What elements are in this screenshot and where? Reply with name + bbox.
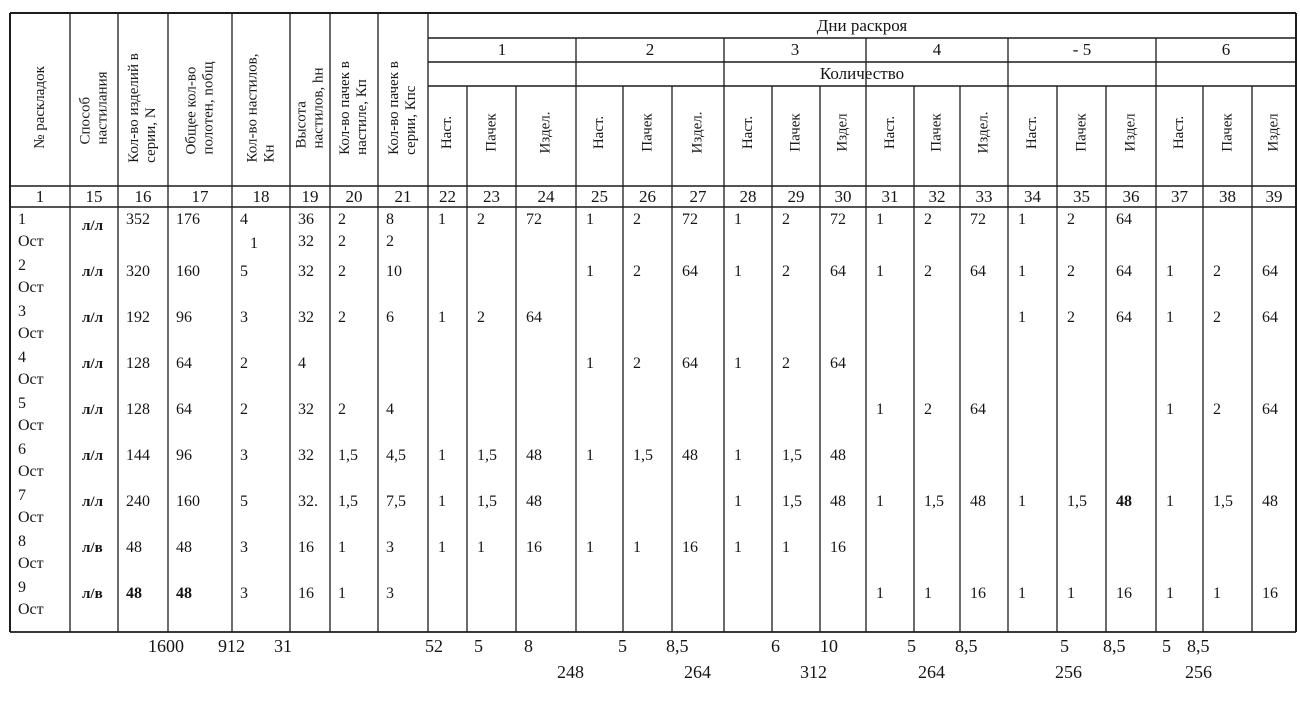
column-header-line: Общее кол-во — [183, 66, 200, 155]
day-total: 8,5 — [1187, 636, 1210, 656]
day-value: 1 — [1166, 263, 1174, 280]
row-value: 3 — [240, 309, 248, 326]
row-value: 6 — [386, 309, 394, 326]
day-total: 5 — [618, 636, 627, 656]
column-header-line: Кол-во пачек в — [336, 60, 353, 155]
day-value: 2 — [477, 211, 485, 228]
row-number: 7 — [18, 487, 26, 504]
day-value: 2 — [924, 263, 932, 280]
day-value: 72 — [682, 211, 698, 228]
column-header-line: Способ — [77, 96, 94, 145]
column-header-line: серии, Кпс — [402, 85, 419, 155]
row-value: 160 — [176, 493, 200, 510]
row-value: 2 — [240, 355, 248, 372]
column-number: 38 — [1219, 186, 1236, 206]
row-method: л/л — [82, 218, 103, 234]
subcolumn-header: Пачек — [928, 112, 945, 152]
day-value: 1 — [876, 493, 884, 510]
day-value: 1 — [438, 447, 446, 464]
subcolumn-header: Издел. — [975, 110, 992, 154]
subcolumn-header: Пачек — [787, 112, 804, 152]
day-value: 1,5 — [1213, 493, 1233, 510]
column-number: 31 — [881, 186, 899, 206]
day-value: 1 — [876, 585, 884, 602]
day-value: 2 — [782, 211, 790, 228]
day-total: 8,5 — [666, 636, 689, 656]
day-value: 48 — [1116, 493, 1132, 510]
day-items-total: 264 — [684, 662, 711, 682]
column-header-line: Кол-во изделий в — [125, 52, 142, 163]
day-value: 16 — [970, 585, 986, 602]
day-items-total: 248 — [557, 662, 584, 682]
column-header-line: № раскладок — [31, 66, 48, 149]
day-value: 1 — [876, 401, 884, 418]
day-value: 16 — [830, 539, 846, 556]
day-total: 5 — [474, 636, 483, 656]
day-value: 1,5 — [477, 493, 497, 510]
column-number: 22 — [439, 186, 456, 206]
day-value: 2 — [1067, 309, 1075, 326]
row-ost-label: Ост — [18, 417, 44, 434]
day-items-total: 264 — [918, 662, 945, 682]
row-value: 64 — [176, 355, 192, 372]
day-label: 4 — [932, 40, 942, 59]
column-number: 26 — [639, 186, 656, 206]
day-value: 1 — [876, 263, 884, 280]
row-value: 4,5 — [386, 447, 406, 464]
day-value: 1 — [1067, 585, 1075, 602]
row-value: 3 — [240, 447, 248, 464]
day-value: 1 — [734, 447, 742, 464]
row-value: 4 — [240, 211, 248, 228]
day-value: 72 — [526, 211, 542, 228]
day-value: 64 — [1262, 401, 1278, 418]
day-value: 2 — [477, 309, 485, 326]
subcolumn-header: Наст. — [439, 115, 456, 149]
day-value: 48 — [526, 447, 542, 464]
column-number: 34 — [1024, 186, 1041, 206]
column-number: 19 — [301, 186, 319, 206]
row-ost-label: Ост — [18, 601, 44, 618]
subcolumn-header: Пачек — [1219, 112, 1236, 152]
day-value: 1 — [438, 309, 446, 326]
row-value: 96 — [176, 309, 192, 326]
day-value: 48 — [830, 447, 846, 464]
column-header-vertical — [386, 61, 420, 155]
total-spreads: 31 — [274, 636, 292, 656]
subcolumn-header: Пачек — [1073, 112, 1090, 152]
column-header-vertical — [183, 61, 217, 154]
subcolumn-header: Пачек — [639, 112, 656, 152]
column-number: 21 — [394, 186, 412, 206]
day-value: 2 — [1213, 309, 1221, 326]
day-value: 1 — [1166, 585, 1174, 602]
row-value: 36 — [298, 211, 314, 228]
column-number: 28 — [739, 186, 757, 206]
day-value: 1 — [477, 539, 485, 556]
row-value: 128 — [126, 401, 150, 418]
day-value: 64 — [970, 263, 986, 280]
day-value: 64 — [830, 263, 846, 280]
day-value: 1 — [586, 355, 594, 372]
day-value: 2 — [1213, 263, 1221, 280]
row-value: 32 — [298, 309, 314, 326]
subcolumn-header: Издел — [1122, 112, 1139, 152]
column-number: 18 — [252, 186, 270, 206]
row-value: 5 — [240, 493, 248, 510]
day-value: 64 — [526, 309, 542, 326]
day-value: 64 — [1116, 263, 1132, 280]
column-header-vertical — [77, 71, 111, 144]
row-value: 3 — [386, 585, 394, 602]
day-value: 1 — [1018, 309, 1026, 326]
day-value: 2 — [924, 211, 932, 228]
total-items: 1600 — [148, 636, 184, 656]
day-value: 1 — [586, 539, 594, 556]
column-header-line: полотен, nобщ — [200, 60, 217, 155]
day-value: 1 — [876, 211, 884, 228]
column-header-vertical — [31, 66, 48, 149]
day-value: 1 — [924, 585, 932, 602]
day-value: 64 — [970, 401, 986, 418]
row-value: 10 — [386, 263, 402, 280]
row-ost-label: Ост — [18, 555, 44, 572]
subcolumn-header: Наст. — [739, 115, 756, 149]
day-value: 1 — [438, 211, 446, 228]
day-total: 8 — [524, 636, 533, 656]
day-value: 2 — [633, 211, 641, 228]
day-items-total: 312 — [800, 662, 827, 682]
day-value: 64 — [830, 355, 846, 372]
day-total: 6 — [771, 636, 780, 656]
day-value: 2 — [782, 355, 790, 372]
day-value: 1 — [586, 263, 594, 280]
column-header-line: Кол-во настилов, — [244, 52, 261, 163]
day-value: 1 — [734, 263, 742, 280]
row-value: 7,5 — [386, 493, 406, 510]
day-value: 48 — [526, 493, 542, 510]
day-value: 1 — [1166, 309, 1174, 326]
day-value: 1 — [586, 211, 594, 228]
row-value: 32. — [298, 493, 318, 510]
column-number: 37 — [1171, 186, 1188, 206]
row-value: 32 — [298, 447, 314, 464]
day-value: 1 — [1018, 263, 1026, 280]
day-value: 2 — [1067, 211, 1075, 228]
day-value: 72 — [830, 211, 846, 228]
column-number: 30 — [834, 186, 852, 206]
day-value: 1 — [1018, 493, 1026, 510]
subcolumn-header: Наст. — [881, 115, 898, 149]
day-value: 1 — [734, 211, 742, 228]
column-header-line: Кол-во пачек в — [385, 60, 402, 155]
row-value: 96 — [176, 447, 192, 464]
day-value: 48 — [970, 493, 986, 510]
day-value: 1 — [1166, 401, 1174, 418]
column-number: 27 — [689, 186, 707, 206]
day-value: 16 — [1262, 585, 1278, 602]
row-method: л/л — [82, 448, 103, 464]
day-value: 48 — [1262, 493, 1278, 510]
day-value: 1 — [438, 493, 446, 510]
column-number: 23 — [483, 186, 500, 206]
row-value: 1 — [338, 539, 346, 556]
row-method: л/в — [82, 540, 103, 556]
day-value: 1,5 — [477, 447, 497, 464]
subcolumn-header: Издел — [834, 112, 851, 152]
row-value: 352 — [126, 211, 150, 228]
day-value: 1,5 — [782, 447, 802, 464]
row-value-ost: 2 — [386, 233, 394, 250]
day-value: 2 — [633, 263, 641, 280]
day-label: 2 — [645, 40, 655, 59]
row-method: л/л — [82, 494, 103, 510]
day-label: 1 — [497, 40, 507, 59]
day-value: 16 — [682, 539, 698, 556]
day-value: 1 — [734, 539, 742, 556]
row-value: 5 — [240, 263, 248, 280]
column-number: 33 — [975, 186, 993, 206]
day-value: 1 — [1018, 585, 1026, 602]
column-header-line: настилов, hн — [310, 66, 327, 149]
day-value: 1,5 — [924, 493, 944, 510]
row-value: 3 — [240, 585, 248, 602]
day-value: 64 — [1262, 309, 1278, 326]
row-value: 16 — [298, 585, 314, 602]
column-number: 16 — [134, 186, 152, 206]
quantity-title: Количество — [819, 64, 905, 83]
row-value: 2 — [338, 263, 346, 280]
day-value: 1,5 — [782, 493, 802, 510]
row-method: л/л — [82, 402, 103, 418]
row-value: 144 — [126, 447, 150, 464]
day-value: 16 — [526, 539, 542, 556]
day-value: 2 — [924, 401, 932, 418]
column-number: 39 — [1265, 186, 1283, 206]
row-number: 3 — [18, 303, 26, 320]
row-value: 16 — [298, 539, 314, 556]
row-ost-label: Ост — [18, 233, 44, 250]
row-ost-label: Ост — [18, 463, 44, 480]
subcolumn-header: Наст. — [591, 115, 608, 149]
row-number: 9 — [18, 579, 26, 596]
column-header-line: Высота — [293, 100, 310, 149]
row-method: л/л — [82, 310, 103, 326]
day-total: 5 — [1162, 636, 1171, 656]
row-value: 2 — [338, 211, 346, 228]
row-number: 6 — [18, 441, 26, 458]
day-value: 1 — [734, 493, 742, 510]
day-value: 1 — [782, 539, 790, 556]
column-header-vertical — [244, 53, 278, 162]
row-value: 320 — [126, 263, 150, 280]
column-header-line: настиле, Кп — [353, 78, 370, 155]
row-value: 1,5 — [338, 493, 358, 510]
row-value: 128 — [126, 355, 150, 372]
column-header-line: серии, N — [142, 106, 159, 163]
day-value: 64 — [682, 355, 698, 372]
row-value: 2 — [240, 401, 248, 418]
subcolumn-header: Пачек — [483, 112, 500, 152]
row-value: 176 — [176, 211, 200, 228]
subcolumn-header: Издел — [1265, 112, 1282, 152]
row-ost-label: Ост — [18, 371, 44, 388]
day-value: 64 — [1116, 309, 1132, 326]
row-method: л/в — [82, 586, 103, 602]
day-value: 1,5 — [633, 447, 653, 464]
day-value: 64 — [1116, 211, 1132, 228]
row-value: 240 — [126, 493, 150, 510]
row-value: 1,5 — [338, 447, 358, 464]
day-value: 1 — [586, 447, 594, 464]
column-header-vertical — [126, 53, 160, 163]
day-value: 1,5 — [1067, 493, 1087, 510]
row-value: 32 — [298, 401, 314, 418]
row-method: л/л — [82, 264, 103, 280]
row-ost-label: Ост — [18, 279, 44, 296]
subcolumn-header: Издел. — [689, 110, 706, 154]
row-method: л/л — [82, 356, 103, 372]
row-value: 3 — [386, 539, 394, 556]
column-number: 20 — [345, 186, 363, 206]
day-value: 64 — [1262, 263, 1278, 280]
row-number: 8 — [18, 533, 26, 550]
row-value: 48 — [176, 539, 192, 556]
day-total: 8,5 — [955, 636, 978, 656]
column-number: 36 — [1122, 186, 1140, 206]
day-total: 5 — [907, 636, 916, 656]
day-value: 2 — [633, 355, 641, 372]
row-value: 4 — [298, 355, 306, 372]
column-number: 25 — [591, 186, 608, 206]
day-items-total: 256 — [1055, 662, 1082, 682]
row-value: 192 — [126, 309, 150, 326]
day-label: 3 — [790, 40, 800, 59]
row-value: 8 — [386, 211, 394, 228]
day-value: 2 — [1213, 401, 1221, 418]
day-value: 48 — [682, 447, 698, 464]
row-value: 48 — [126, 539, 142, 556]
day-value: 72 — [970, 211, 986, 228]
column-number: 17 — [191, 186, 209, 206]
subcolumn-header: Наст. — [1171, 115, 1188, 149]
day-value: 1 — [1018, 211, 1026, 228]
day-label: 6 — [1221, 40, 1231, 59]
day-total: 5 — [1060, 636, 1069, 656]
day-label: - 5 — [1072, 40, 1092, 59]
day-value: 1 — [1213, 585, 1221, 602]
row-number: 1 — [18, 211, 26, 228]
column-number: 15 — [85, 186, 103, 206]
day-value: 1 — [734, 355, 742, 372]
row-ost-label: Ост — [18, 509, 44, 526]
day-value: 2 — [1067, 263, 1075, 280]
column-header-line: Кн — [261, 143, 278, 163]
day-total: 52 — [425, 636, 443, 656]
subcolumn-header: Наст. — [1024, 115, 1041, 149]
row-value: 3 — [240, 539, 248, 556]
row-value: 48 — [176, 585, 192, 602]
row-value-ost: 32 — [298, 233, 314, 250]
row-number: 5 — [18, 395, 26, 412]
total-canvases: 912 — [218, 636, 245, 656]
column-header-line: настилания — [94, 70, 111, 145]
day-total: 8,5 — [1103, 636, 1126, 656]
day-value: 1 — [1166, 493, 1174, 510]
day-value: 48 — [830, 493, 846, 510]
row-value: 1 — [338, 585, 346, 602]
day-value: 64 — [682, 263, 698, 280]
row-value: 64 — [176, 401, 192, 418]
column-number: 24 — [537, 186, 555, 206]
column-header-vertical — [337, 61, 371, 155]
row-ost-label: Ост — [18, 325, 44, 342]
row-value: 2 — [338, 309, 346, 326]
subcolumn-header: Издел. — [537, 110, 554, 154]
day-value: 1 — [438, 539, 446, 556]
row-number: 4 — [18, 349, 26, 366]
row-value: 4 — [386, 401, 394, 418]
day-value: 16 — [1116, 585, 1132, 602]
column-number: 1 — [35, 186, 45, 206]
day-value: 1 — [633, 539, 641, 556]
column-header-vertical — [293, 67, 327, 148]
row-number: 2 — [18, 257, 26, 274]
row-value-ost: 2 — [338, 233, 346, 250]
column-number: 29 — [787, 186, 805, 206]
row-value: 2 — [338, 401, 346, 418]
column-number: 32 — [928, 186, 946, 206]
days-title: Дни раскроя — [816, 15, 908, 35]
day-items-total: 256 — [1185, 662, 1212, 682]
row-value: 32 — [298, 263, 314, 280]
row-value: 48 — [126, 585, 142, 602]
day-total: 10 — [820, 636, 838, 656]
day-value: 2 — [782, 263, 790, 280]
row-value: 160 — [176, 263, 200, 280]
row-value-ost: 1 — [250, 235, 258, 252]
column-number: 35 — [1073, 186, 1090, 206]
